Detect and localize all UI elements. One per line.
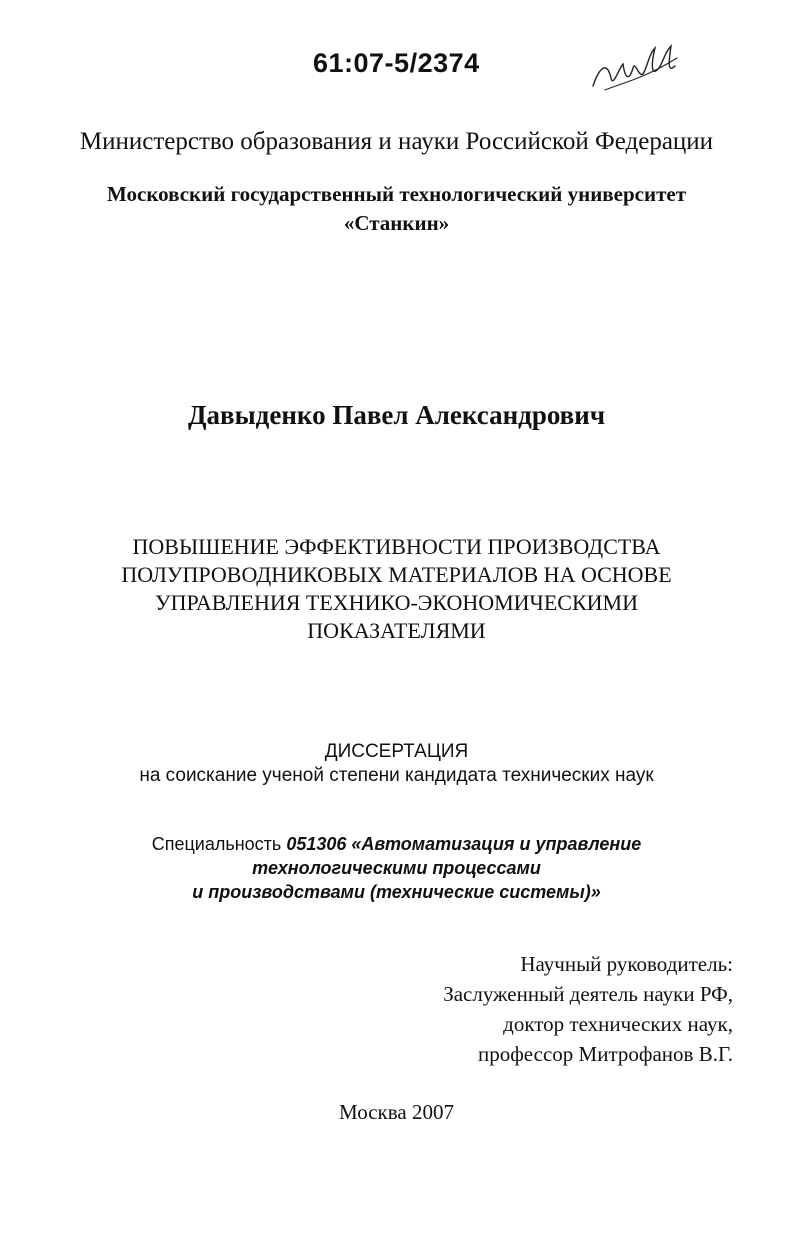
degree-line: на соискание ученой степени кандидата технических наук bbox=[139, 765, 654, 786]
specialty-code: 051306 «Автоматизация и управление bbox=[286, 834, 642, 854]
document-code: 61:07-5/2374 bbox=[313, 48, 480, 78]
specialty-line-3: и производствами (технические системы)» bbox=[192, 882, 601, 902]
specialty-prefix: Специальность bbox=[151, 834, 287, 854]
supervisor-block bbox=[443, 949, 733, 1069]
author-name: Давыденко Павел Александрович bbox=[187, 400, 606, 430]
handwritten-signature bbox=[585, 38, 685, 98]
title-line: ПОКАЗАТЕЛЯМИ bbox=[307, 618, 486, 643]
university-name bbox=[0, 180, 793, 238]
title-line: УПРАВЛЕНИЯ ТЕХНИКО-ЭКОНОМИЧЕСКИМИ bbox=[155, 590, 638, 615]
university-line-2: «Станкин» bbox=[343, 211, 450, 235]
ministry-name: Министерство образования и науки Российской Федерации bbox=[79, 128, 714, 155]
place-year: Москва 2007 bbox=[339, 1100, 454, 1124]
work-type: ДИССЕРТАЦИЯ bbox=[324, 741, 469, 762]
work-type-block bbox=[0, 740, 793, 788]
supervisor-line: Заслуженный деятель науки РФ, bbox=[443, 982, 733, 1006]
specialty-line-2: технологическими процессами bbox=[252, 858, 541, 878]
specialty-line-1 bbox=[0, 832, 793, 856]
title-line: ПОЛУПРОВОДНИКОВЫХ МАТЕРИАЛОВ НА ОСНОВЕ bbox=[121, 562, 672, 587]
title-line: ПОВЫШЕНИЕ ЭФФЕКТИВНОСТИ ПРОИЗВОДСТВА bbox=[132, 534, 661, 559]
supervisor-line: профессор Митрофанов В.Г. bbox=[477, 1042, 733, 1066]
supervisor-line: доктор технических наук, bbox=[503, 1012, 733, 1036]
dissertation-title bbox=[0, 533, 793, 645]
supervisor-line: Научный руководитель: bbox=[520, 952, 733, 976]
university-line-1: Московский государственный технологический университет bbox=[106, 182, 687, 206]
specialty-block bbox=[0, 832, 793, 904]
